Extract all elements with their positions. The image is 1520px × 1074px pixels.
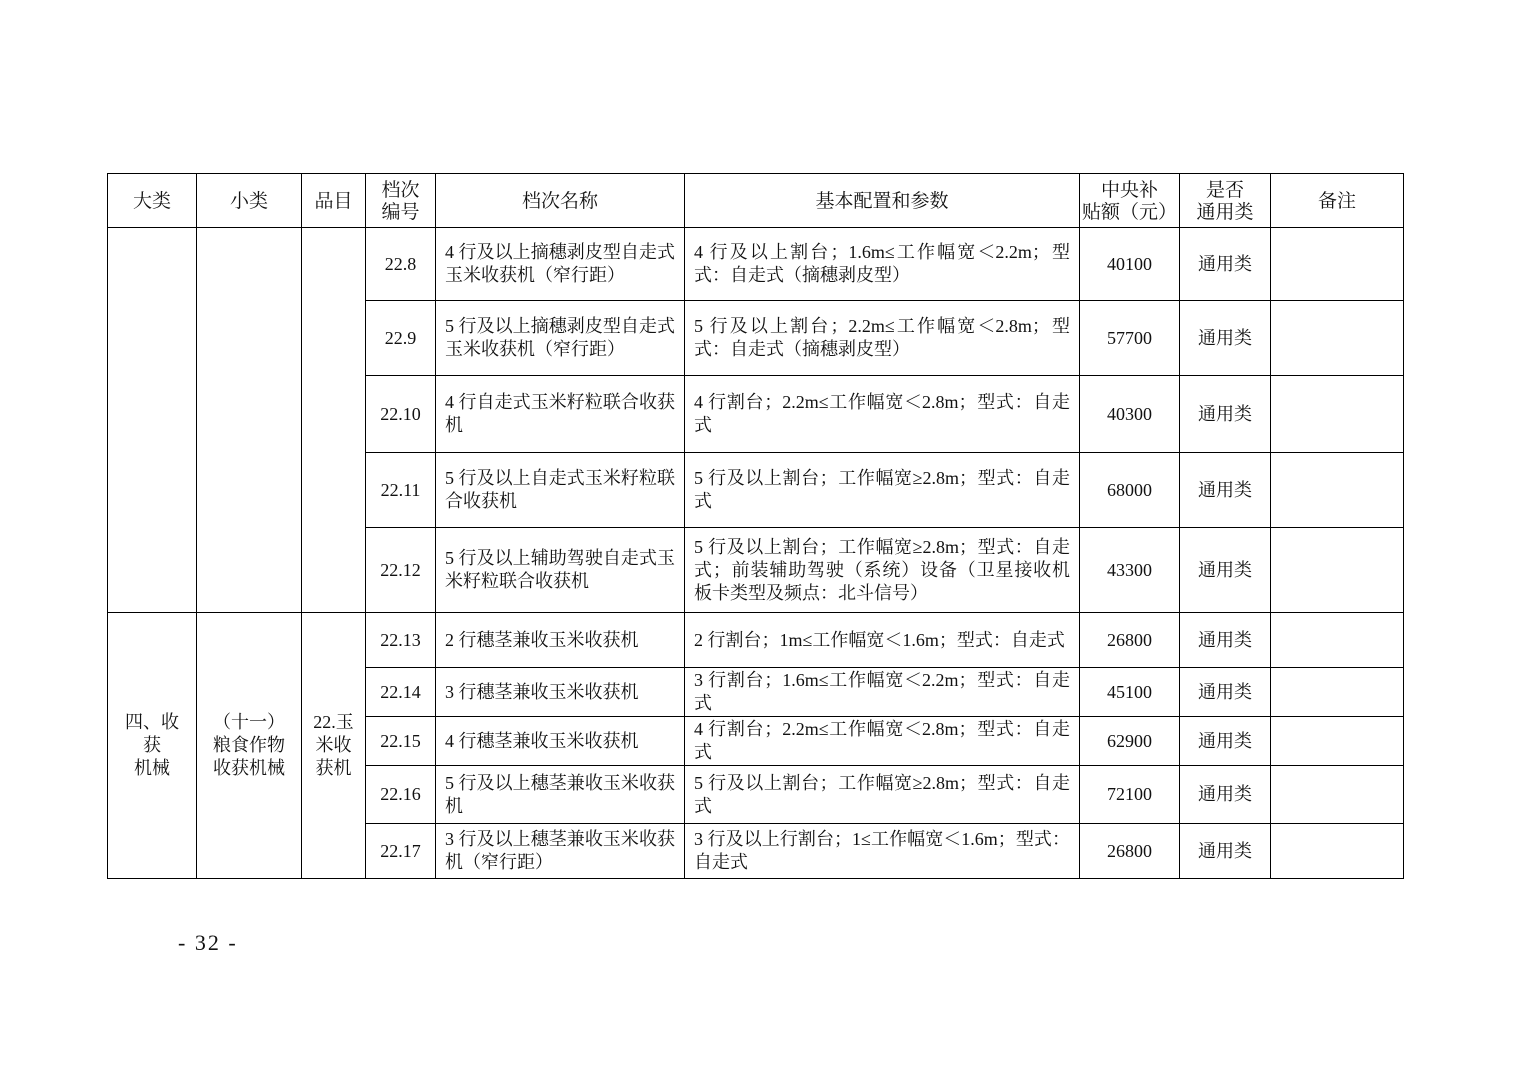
remark-cell <box>1271 376 1404 453</box>
grade-name-cell: 4 行穗茎兼收玉米收获机 <box>436 717 685 766</box>
grade-no-cell: 22.10 <box>366 376 436 453</box>
config-cell: 2 行割台；1m≤工作幅宽＜1.6m；型式：自走式 <box>685 613 1080 668</box>
item-line: 米收 <box>315 735 352 755</box>
remark-cell <box>1271 613 1404 668</box>
config-cell: 4 行割台；2.2m≤工作幅宽＜2.8m；型式：自走式 <box>685 717 1080 766</box>
table-row <box>108 613 1404 668</box>
grade-no-cell: 22.9 <box>366 301 436 376</box>
config-cell: 4 行及以上割台；1.6m≤工作幅宽＜2.2m；型式：自走式（摘穗剥皮型） <box>685 228 1080 301</box>
general-flag-cell: 通用类 <box>1180 717 1271 766</box>
header-grade-no-line: 编号 <box>381 200 420 223</box>
grade-no-cell: 22.13 <box>366 613 436 668</box>
grade-name-cell: 3 行穗茎兼收玉米收获机 <box>436 668 685 717</box>
header-subsidy-line: 贴额（元） <box>1082 200 1178 223</box>
subsidy-cell: 62900 <box>1080 717 1180 766</box>
grade-name-cell: 5 行及以上自走式玉米籽粒联合收获机 <box>436 453 685 528</box>
remark-cell <box>1271 668 1404 717</box>
subcategory-cell <box>197 613 302 879</box>
subsidy-cell: 57700 <box>1080 301 1180 376</box>
grade-no-cell: 22.11 <box>366 453 436 528</box>
config-cell: 5 行及以上割台；工作幅宽≥2.8m；型式：自走式 <box>685 453 1080 528</box>
header-general-line: 是否 <box>1205 178 1244 201</box>
subsidy-cell: 72100 <box>1080 766 1180 824</box>
category-cell <box>108 228 197 613</box>
header-item: 品目 <box>302 174 366 228</box>
remark-cell <box>1271 824 1404 879</box>
header-subsidy-line: 中央补 <box>1100 178 1158 201</box>
page-number: - 32 - <box>178 930 238 955</box>
header-config: 基本配置和参数 <box>685 174 1080 228</box>
grade-no-cell: 22.12 <box>366 528 436 613</box>
grade-name-cell: 5 行及以上摘穗剥皮型自走式玉米收获机（窄行距） <box>436 301 685 376</box>
config-cell: 5 行及以上割台；工作幅宽≥2.8m；型式：自走式；前装辅助驾驶（系统）设备（卫星接收机板卡类型及频点：北斗信号） <box>685 528 1080 613</box>
subsidy-table <box>107 173 1404 879</box>
subsidy-cell: 43300 <box>1080 528 1180 613</box>
header-subcategory: 小类 <box>197 174 302 228</box>
remark-cell <box>1271 766 1404 824</box>
config-cell: 3 行割台；1.6m≤工作幅宽＜2.2m；型式：自走式 <box>685 668 1080 717</box>
general-flag-cell: 通用类 <box>1180 376 1271 453</box>
table-row <box>108 228 1404 301</box>
header-grade-no-line: 档次 <box>381 178 420 201</box>
header-category: 大类 <box>108 174 197 228</box>
grade-no-cell: 22.8 <box>366 228 436 301</box>
category-cell <box>108 613 197 879</box>
grade-no-cell: 22.15 <box>366 717 436 766</box>
subsidy-cell: 26800 <box>1080 613 1180 668</box>
general-flag-cell: 通用类 <box>1180 668 1271 717</box>
item-line: 22.玉 <box>313 712 354 732</box>
general-flag-cell: 通用类 <box>1180 528 1271 613</box>
item-line: 获机 <box>315 758 352 778</box>
general-flag-cell: 通用类 <box>1180 613 1271 668</box>
grade-no-cell: 22.16 <box>366 766 436 824</box>
subcategory-line: （十一） <box>213 712 285 732</box>
category-line: 机械 <box>134 758 170 778</box>
header-grade-name: 档次名称 <box>436 174 685 228</box>
remark-cell <box>1271 528 1404 613</box>
remark-cell <box>1271 301 1404 376</box>
config-cell: 5 行及以上割台；2.2m≤工作幅宽＜2.8m；型式：自走式（摘穗剥皮型） <box>685 301 1080 376</box>
subcategory-line: 粮食作物 <box>213 735 285 755</box>
subsidy-cell: 40300 <box>1080 376 1180 453</box>
grade-name-cell: 2 行穗茎兼收玉米收获机 <box>436 613 685 668</box>
general-flag-cell: 通用类 <box>1180 228 1271 301</box>
grade-no-cell: 22.17 <box>366 824 436 879</box>
subcategory-line: 收获机械 <box>213 758 285 778</box>
header-grade-no <box>366 174 436 228</box>
grade-name-cell: 4 行自走式玉米籽粒联合收获机 <box>436 376 685 453</box>
subsidy-cell: 26800 <box>1080 824 1180 879</box>
header-remark: 备注 <box>1271 174 1404 228</box>
grade-name-cell: 5 行及以上穗茎兼收玉米收获机 <box>436 766 685 824</box>
header-general <box>1180 174 1271 228</box>
general-flag-cell: 通用类 <box>1180 824 1271 879</box>
subcategory-cell <box>197 228 302 613</box>
general-flag-cell: 通用类 <box>1180 766 1271 824</box>
header-row <box>108 174 1404 228</box>
subsidy-cell: 68000 <box>1080 453 1180 528</box>
item-cell <box>302 613 366 879</box>
config-cell: 3 行及以上行割台；1≤工作幅宽＜1.6m；型式：自走式 <box>685 824 1080 879</box>
item-cell <box>302 228 366 613</box>
remark-cell <box>1271 228 1404 301</box>
config-cell: 5 行及以上割台；工作幅宽≥2.8m；型式：自走式 <box>685 766 1080 824</box>
header-subsidy <box>1080 174 1180 228</box>
grade-name-cell: 4 行及以上摘穗剥皮型自走式玉米收获机（窄行距） <box>436 228 685 301</box>
general-flag-cell: 通用类 <box>1180 301 1271 376</box>
grade-name-cell: 3 行及以上穗茎兼收玉米收获机（窄行距） <box>436 824 685 879</box>
header-general-line: 通用类 <box>1196 200 1254 223</box>
subsidy-cell: 45100 <box>1080 668 1180 717</box>
remark-cell <box>1271 453 1404 528</box>
general-flag-cell: 通用类 <box>1180 453 1271 528</box>
category-line: 四、收获 <box>125 712 179 755</box>
config-cell: 4 行割台；2.2m≤工作幅宽＜2.8m；型式：自走式 <box>685 376 1080 453</box>
grade-name-cell: 5 行及以上辅助驾驶自走式玉米籽粒联合收获机 <box>436 528 685 613</box>
grade-no-cell: 22.14 <box>366 668 436 717</box>
subsidy-cell: 40100 <box>1080 228 1180 301</box>
remark-cell <box>1271 717 1404 766</box>
